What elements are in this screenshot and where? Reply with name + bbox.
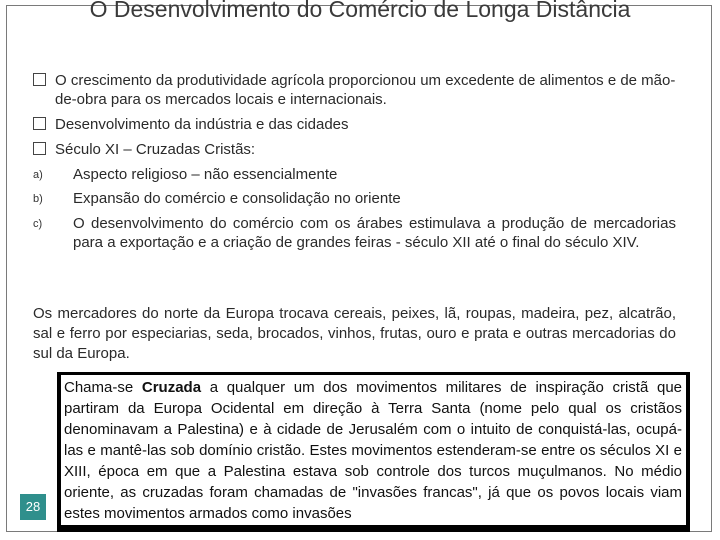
note-bold-term: Cruzada bbox=[141, 379, 202, 396]
sub-item-label: b) bbox=[33, 193, 43, 205]
note-text-start: Chama-se bbox=[64, 379, 142, 396]
sub-item-text: Expansão do comércio e consolidação no oriente bbox=[73, 190, 401, 207]
checkbox-icon bbox=[33, 117, 46, 130]
crusade-note-box bbox=[57, 372, 690, 532]
bullet-item bbox=[33, 115, 676, 134]
page-number: 28 bbox=[20, 494, 46, 520]
sub-item bbox=[33, 165, 676, 184]
sub-item-label: c) bbox=[33, 218, 43, 230]
trade-paragraph: Os mercadores do norte da Europa trocava cereais, peixes, lã, roupas, madeira, pez, alcatrão, sal e ferro por especiarias, seda, brocados, vinhos, frutas, ouro e prata e outras mercadorias do sul da Europa. bbox=[33, 305, 676, 362]
bullet-item bbox=[33, 71, 676, 109]
bullet-text: Desenvolvimento da indústria e das cidades bbox=[55, 116, 349, 133]
slide-title: O Desenvolvimento do Comércio de Longa Distância bbox=[89, 0, 631, 22]
crusade-note-text bbox=[61, 375, 686, 525]
sub-item bbox=[33, 214, 676, 252]
sub-item-label: a) bbox=[33, 169, 43, 181]
bullet-text: Século XI – Cruzadas Cristãs: bbox=[55, 141, 256, 158]
sub-item-text: O desenvolvimento do comércio com os árabes estimulava a produção de mercadorias para a exportação e a criação de grandes feiras - século XII até o final do século XIV. bbox=[73, 215, 676, 251]
sub-item-text: Aspecto religioso – não essencialmente bbox=[73, 166, 338, 183]
bullet-item bbox=[33, 140, 676, 159]
sub-item bbox=[33, 189, 676, 208]
bullet-text: O crescimento da produtividade agrícola proporcionou um excedente de alimentos e de mão-de-obra para os mercados locais e internacionais. bbox=[55, 72, 676, 108]
note-text-rest: a qualquer um dos movimentos militares de inspiração cristã que partiram da Europa Ocidental em direção à Terra Santa (nome pelo qual os cristãos denominavam a Palestina) e à cidade de Jerusalém com o intuito de conquistá-las, ocupá-las e mantê-las sob domínio cristão. Estes movimentos estenderam-se entre os séculos XI e XIII, época em que a Palestina estava sob controle dos turcos muçulmanos. No médio oriente, as cruzadas foram chamadas de "invasões francas", já que os povos locais viam estes movimentos armados como invasões bbox=[64, 379, 683, 522]
checkbox-icon bbox=[33, 73, 46, 86]
checkbox-icon bbox=[33, 142, 46, 155]
